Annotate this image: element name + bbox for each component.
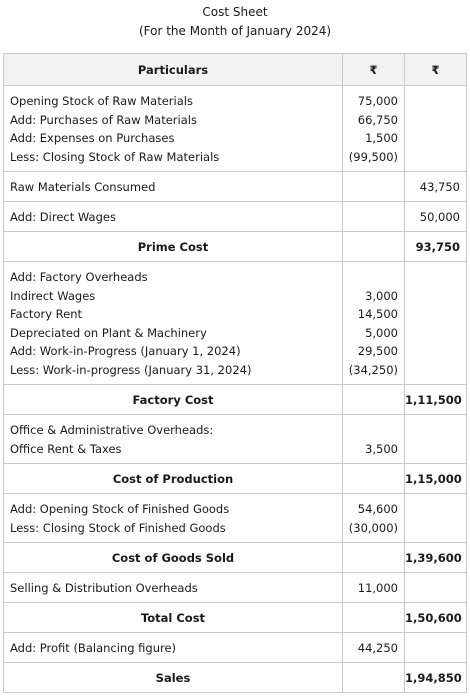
sales-total: 1,94,850	[405, 663, 467, 693]
row-raw-consumed	[4, 172, 467, 202]
empty-cell	[343, 172, 405, 202]
row-profit	[4, 633, 467, 663]
empty-cell	[343, 464, 405, 494]
line-label: Office Rent & Taxes	[10, 441, 122, 456]
empty-cell	[405, 573, 467, 603]
raw-materials-labels	[4, 86, 343, 172]
empty-cell	[405, 415, 467, 464]
line-amount: 75,000	[357, 94, 398, 108]
line-label: Office & Administrative Overheads:	[10, 423, 214, 437]
factory-cost-total: 1,11,500	[405, 385, 467, 415]
selling-overheads-amount: 11,000	[343, 573, 405, 603]
selling-overheads-label: Selling & Distribution Overheads	[4, 573, 343, 603]
line-label: Opening Stock of Raw Materials	[10, 94, 193, 108]
header-amount-2: ₹	[405, 54, 467, 86]
header-particulars: Particulars	[4, 54, 343, 86]
empty-cell	[405, 262, 467, 385]
empty-cell	[343, 202, 405, 232]
finished-goods-labels	[4, 494, 343, 543]
row-direct-wages	[4, 202, 467, 232]
cost-sheet-table	[3, 53, 467, 693]
header-row	[4, 54, 467, 86]
empty-cell	[343, 603, 405, 633]
cost-of-production-total: 1,15,000	[405, 464, 467, 494]
cost-of-production-label: Cost of Production	[4, 464, 343, 494]
row-finished-goods	[4, 494, 467, 543]
line-amount: 5,000	[365, 325, 398, 340]
empty-cell	[405, 86, 467, 172]
title-block	[0, 0, 470, 41]
line-label: Less: Closing Stock of Finished Goods	[10, 520, 226, 535]
profit-label: Add: Profit (Balancing figure)	[4, 633, 343, 663]
row-cost-of-production	[4, 464, 467, 494]
factory-cost-label: Factory Cost	[4, 385, 343, 415]
line-amount	[343, 268, 398, 287]
total-cost-label: Total Cost	[4, 603, 343, 633]
line-label: Add: Purchases of Raw Materials	[10, 112, 197, 127]
empty-cell	[405, 494, 467, 543]
row-factory-overheads	[4, 262, 467, 385]
line-label: Less: Work-in-progress (January 31, 2024)	[10, 362, 252, 377]
row-cost-of-goods-sold	[4, 543, 467, 573]
page-title: Cost Sheet	[202, 5, 268, 19]
line-amount: (34,250)	[348, 362, 398, 377]
line-amount: (30,000)	[348, 520, 398, 535]
office-overheads-amounts	[343, 415, 405, 464]
row-sales	[4, 663, 467, 693]
raw-consumed-label: Raw Materials Consumed	[4, 172, 343, 202]
total-cost-total: 1,50,600	[405, 603, 467, 633]
row-prime-cost	[4, 232, 467, 262]
empty-cell	[343, 232, 405, 262]
prime-cost-label: Prime Cost	[4, 232, 343, 262]
cost-of-goods-sold-label: Cost of Goods Sold	[4, 543, 343, 573]
line-amount: 1,500	[365, 131, 398, 145]
page-subtitle: (For the Month of January 2024)	[138, 24, 332, 38]
line-amount: 3,500	[365, 441, 398, 456]
line-label: Indirect Wages	[10, 288, 96, 303]
line-label: Less: Closing Stock of Raw Materials	[10, 149, 220, 164]
raw-consumed-total: 43,750	[405, 172, 467, 202]
direct-wages-total: 50,000	[405, 202, 467, 232]
line-label: Add: Factory Overheads	[10, 270, 148, 284]
line-label: Add: Opening Stock of Finished Goods	[10, 502, 230, 516]
line-label: Add: Work-in-Progress (January 1, 2024)	[10, 344, 241, 358]
line-amount: 14,500	[357, 307, 398, 321]
line-amount: 66,750	[357, 112, 398, 127]
empty-cell	[343, 543, 405, 573]
prime-cost-total: 93,750	[405, 232, 467, 262]
factory-overheads-labels	[4, 262, 343, 385]
line-amount: 29,500	[357, 344, 398, 358]
line-label: Depreciated on Plant & Machinery	[10, 325, 207, 340]
direct-wages-label: Add: Direct Wages	[4, 202, 343, 232]
row-office-overheads	[4, 415, 467, 464]
row-selling-overheads	[4, 573, 467, 603]
header-amount-1: ₹	[343, 54, 405, 86]
line-amount: 3,000	[365, 288, 398, 303]
row-total-cost	[4, 603, 467, 633]
factory-overheads-amounts	[343, 262, 405, 385]
line-amount	[343, 421, 398, 440]
line-amount: 54,600	[357, 502, 398, 516]
profit-amount: 44,250	[343, 633, 405, 663]
line-label: Factory Rent	[10, 307, 83, 321]
row-factory-cost	[4, 385, 467, 415]
finished-goods-amounts	[343, 494, 405, 543]
line-amount: (99,500)	[348, 149, 398, 164]
office-overheads-labels	[4, 415, 343, 464]
empty-cell	[405, 633, 467, 663]
line-label: Add: Expenses on Purchases	[10, 131, 175, 145]
empty-cell	[343, 385, 405, 415]
cost-of-goods-sold-total: 1,39,600	[405, 543, 467, 573]
raw-materials-amounts	[343, 86, 405, 172]
row-raw-materials	[4, 86, 467, 172]
sales-label: Sales	[4, 663, 343, 693]
empty-cell	[343, 663, 405, 693]
